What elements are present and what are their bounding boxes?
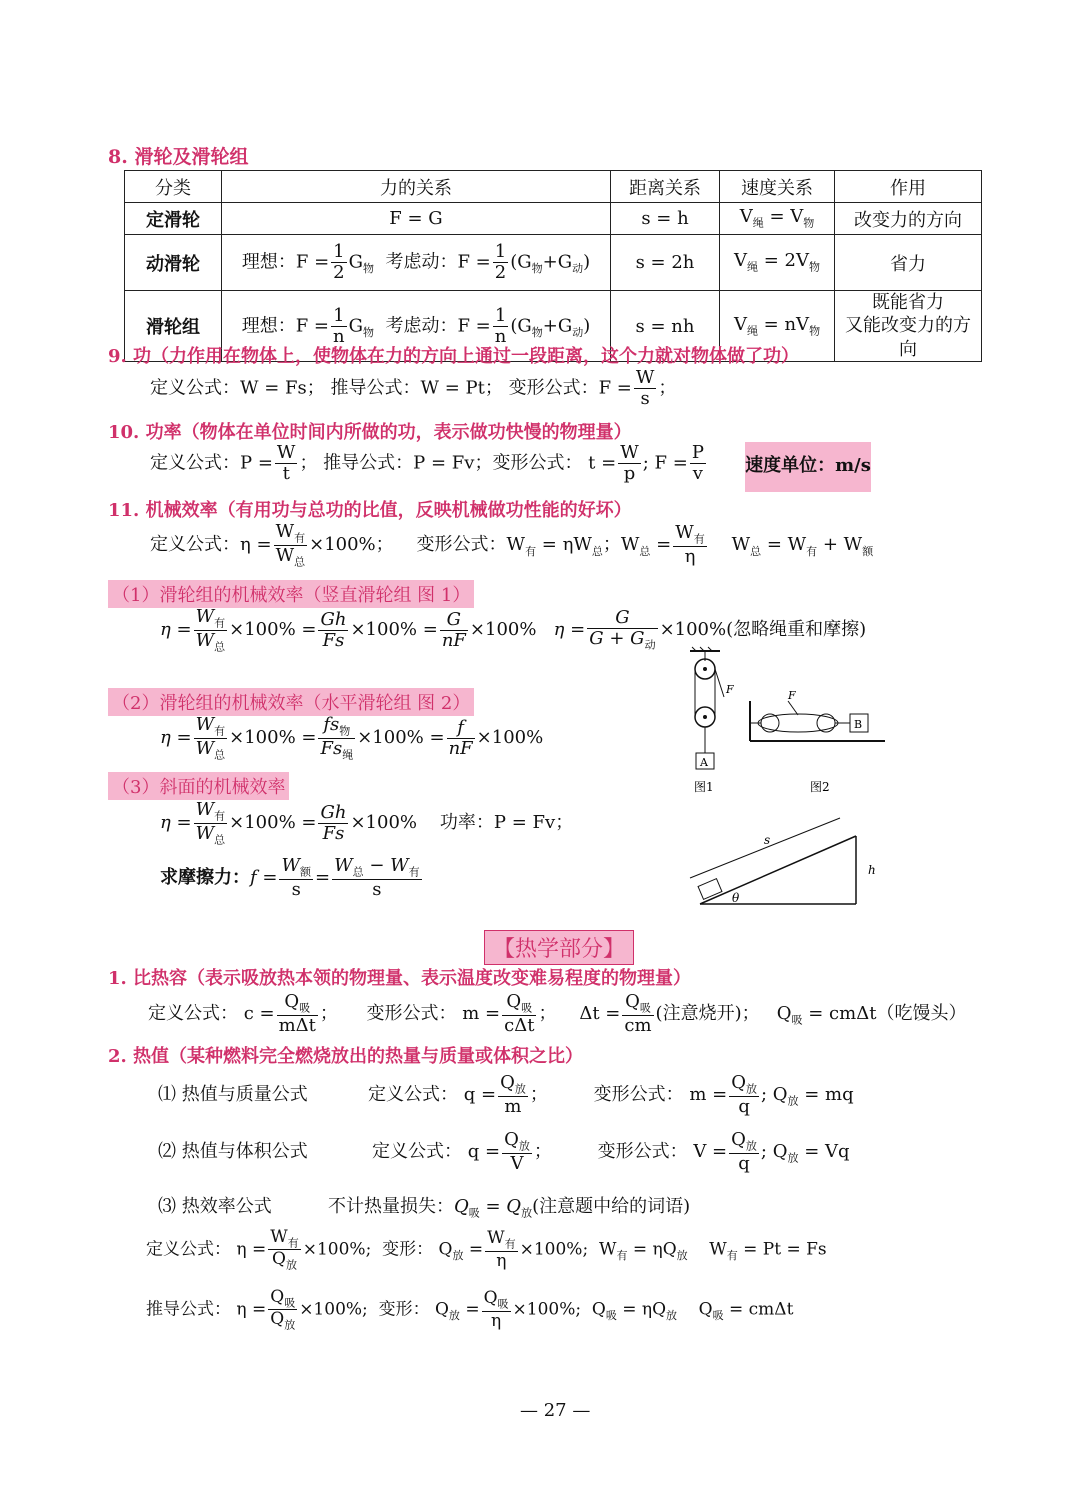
table-header: 力的关系 <box>222 171 611 203</box>
usage: 既能省力 又能改变力的方向 <box>835 291 982 362</box>
power-formulas: 定义公式：P = $\frac{W}{t}$ ； 推导公式：P = Fv；变形公式： t = $\frac{W}{p}$ ; F = $\frac{P}{v}$ <box>150 442 704 484</box>
incline-surface <box>700 836 856 904</box>
table-row <box>125 235 982 291</box>
subsection-incline: （3）斜面的机械效率 <box>108 772 289 800</box>
speed-relation: $V_绳 = nV_物$ <box>720 291 835 362</box>
table-header: 分类 <box>125 171 222 203</box>
table-header: 距离关系 <box>611 171 720 203</box>
incline-s-arrow-line <box>690 818 840 878</box>
pulley-table <box>124 170 982 362</box>
force-label: F <box>726 683 734 696</box>
speed-relation: $V_绳 = 2V_物$ <box>720 235 835 291</box>
force-label-2: F <box>788 689 796 702</box>
rope-loop <box>758 714 838 732</box>
h-label: h <box>868 863 876 877</box>
speed-relation: $V_绳 = V_物$ <box>720 203 835 235</box>
page-number: — 27 — <box>520 1400 591 1421</box>
force-relation: F = G <box>222 203 611 235</box>
horizontal-pulley-formula: η = $\frac{W_有}{W_总}$ ×100% = $\frac{fs_物}{Fs_绳}$ ×100% = $\frac{f}{nF}$ ×100% <box>160 714 544 762</box>
section-title-work: 9. 功（力作用在物体上，使物体在力的方向上通过一段距离，这个力就对物体做了功） <box>108 346 800 367</box>
section-title-power: 10. 功率（物体在单位时间内所做的功，表示做功快慢的物理量） <box>108 422 632 443</box>
section-title-pulley: 8. 滑轮及滑轮组 <box>108 146 249 168</box>
pulley-figures <box>680 645 890 805</box>
heat-efficiency-def: 定义公式： η = $\frac{W_有}{Q_放}$ ×100%; 变形： $Q_放$ = $\frac{W_有}{\eta}$ ×100%; $W_有 = \eta Q_放$ $W_有 = Pt = Fs$ <box>146 1227 827 1272</box>
block-A-label: A <box>700 756 708 769</box>
vertical-pulley-formula: η = $\frac{W_有}{W_总}$ ×100% = $\frac{Gh}{Fs}$ ×100% = $\frac{G}{nF}$ ×100% η = $\frac{G}{G + G_动}$ ×100%(忽略绳重和摩擦) <box>160 606 867 654</box>
speed-unit-note: 速度单位：m/s <box>745 442 871 492</box>
table-header: 速度关系 <box>720 171 835 203</box>
work-formulas: 定义公式：W = Fs； 推导公式：W = Pt； 变形公式：F = $\frac{W}{s}$ ； <box>150 367 677 409</box>
incline-formula: η = $\frac{W_有}{W_总}$ ×100% = $\frac{Gh}{Fs}$ ×100% 功率：P = Fv； <box>160 799 574 847</box>
figure-1-label: 图1 <box>694 780 714 794</box>
theta-label: θ <box>732 891 740 905</box>
row-name: 滑轮组 <box>125 291 222 362</box>
distance-relation: s = h <box>611 203 720 235</box>
friction-formula: 求摩擦力：f = $\frac{W_额}{s}$ = $\frac{W_总 - W_有}{s}$ <box>160 855 420 900</box>
row-name: 定滑轮 <box>125 203 222 235</box>
section-title-efficiency: 11. 机械效率（有用功与总功的比值，反映机械做功性能的好坏） <box>108 500 632 521</box>
free-rope <box>788 701 798 715</box>
rope-free-end <box>715 669 724 697</box>
section-title-specific-heat: 1. 比热容（表示吸放热本领的物理量、表示温度改变难易程度的物理量） <box>108 968 692 989</box>
incline-figure <box>684 812 884 912</box>
distance-relation: s = nh <box>611 291 720 362</box>
force-relation: 理想：F = $\frac{1}{2}$ $G_物$ 考虑动：F = $\frac{1}{2}$ $(G_物+G_动)$ <box>222 235 611 291</box>
heat-section-banner: 【热学部分】 <box>484 930 634 965</box>
subsection-horizontal-pulley: （2）滑轮组的机械效率（水平滑轮组 图 2） <box>108 688 474 716</box>
heat-efficiency-title: ⑶ 热效率公式 不计热量损失：$Q_吸 = Q_放$(注意题中给的词语) <box>158 1196 691 1220</box>
figure-2-label: 图2 <box>810 780 830 794</box>
row-name: 动滑轮 <box>125 235 222 291</box>
heat-efficiency-deduce: 推导公式： η = $\frac{Q_吸}{Q_放}$ ×100%; 变形： $Q_放$ = $\frac{Q_吸}{\eta}$ ×100%; $Q_吸 = \eta Q_放$ $Q_吸 = cm\Delta t$ <box>146 1287 794 1332</box>
section-title-heat-value: 2. 热值（某种燃料完全燃烧放出的热量与质量或体积之比） <box>108 1046 584 1067</box>
table-row <box>125 203 982 235</box>
pulley-axle <box>703 667 707 671</box>
specific-heat-formulas: 定义公式： c = $\frac{Q_吸}{\text{mΔt}}$ ； 变形公式： m = $\frac{Q_吸}{\text{cΔt}}$ ； Δt = $\frac{Q_吸}{cm}$ (注意烧开)； $Q_吸 = cm\Delta t$（吃馒头） <box>148 991 967 1036</box>
s-label: s <box>764 833 771 847</box>
usage: 改变力的方向 <box>835 203 982 235</box>
block-B-label: B <box>854 718 863 731</box>
pulley-axle <box>703 715 707 719</box>
heat-value-mass: ⑴ 热值与质量公式 定义公式： q = $\frac{Q_放}{m}$ ； 变形公式： m = $\frac{Q_放}{q}$ ; $Q_放$ = mq <box>158 1072 854 1117</box>
force-relation: 理想：F = $\frac{1}{n}$ $G_物$ 考虑动：F = $\frac{1}{n}$ $(G_物+G_动)$ <box>222 291 611 362</box>
heat-value-volume: ⑵ 热值与体积公式 定义公式： q = $\frac{Q_放}{V}$ ； 变形公式： V = $\frac{Q_放}{q}$ ; $Q_放 = Vq$ <box>158 1129 850 1174</box>
efficiency-formulas: 定义公式：η = $\frac{W_有}{W_总}$ ×100%； 变形公式：$W_有 = \eta W_总$；$W_总$ = $\frac{W_有}{\eta}$ $W_总 = W_有 + W_额$ <box>150 521 874 569</box>
distance-relation: s = 2h <box>611 235 720 291</box>
table-header: 作用 <box>835 171 982 203</box>
subsection-vertical-pulley: （1）滑轮组的机械效率（竖直滑轮组 图 1） <box>108 580 474 608</box>
usage: 省力 <box>835 235 982 291</box>
